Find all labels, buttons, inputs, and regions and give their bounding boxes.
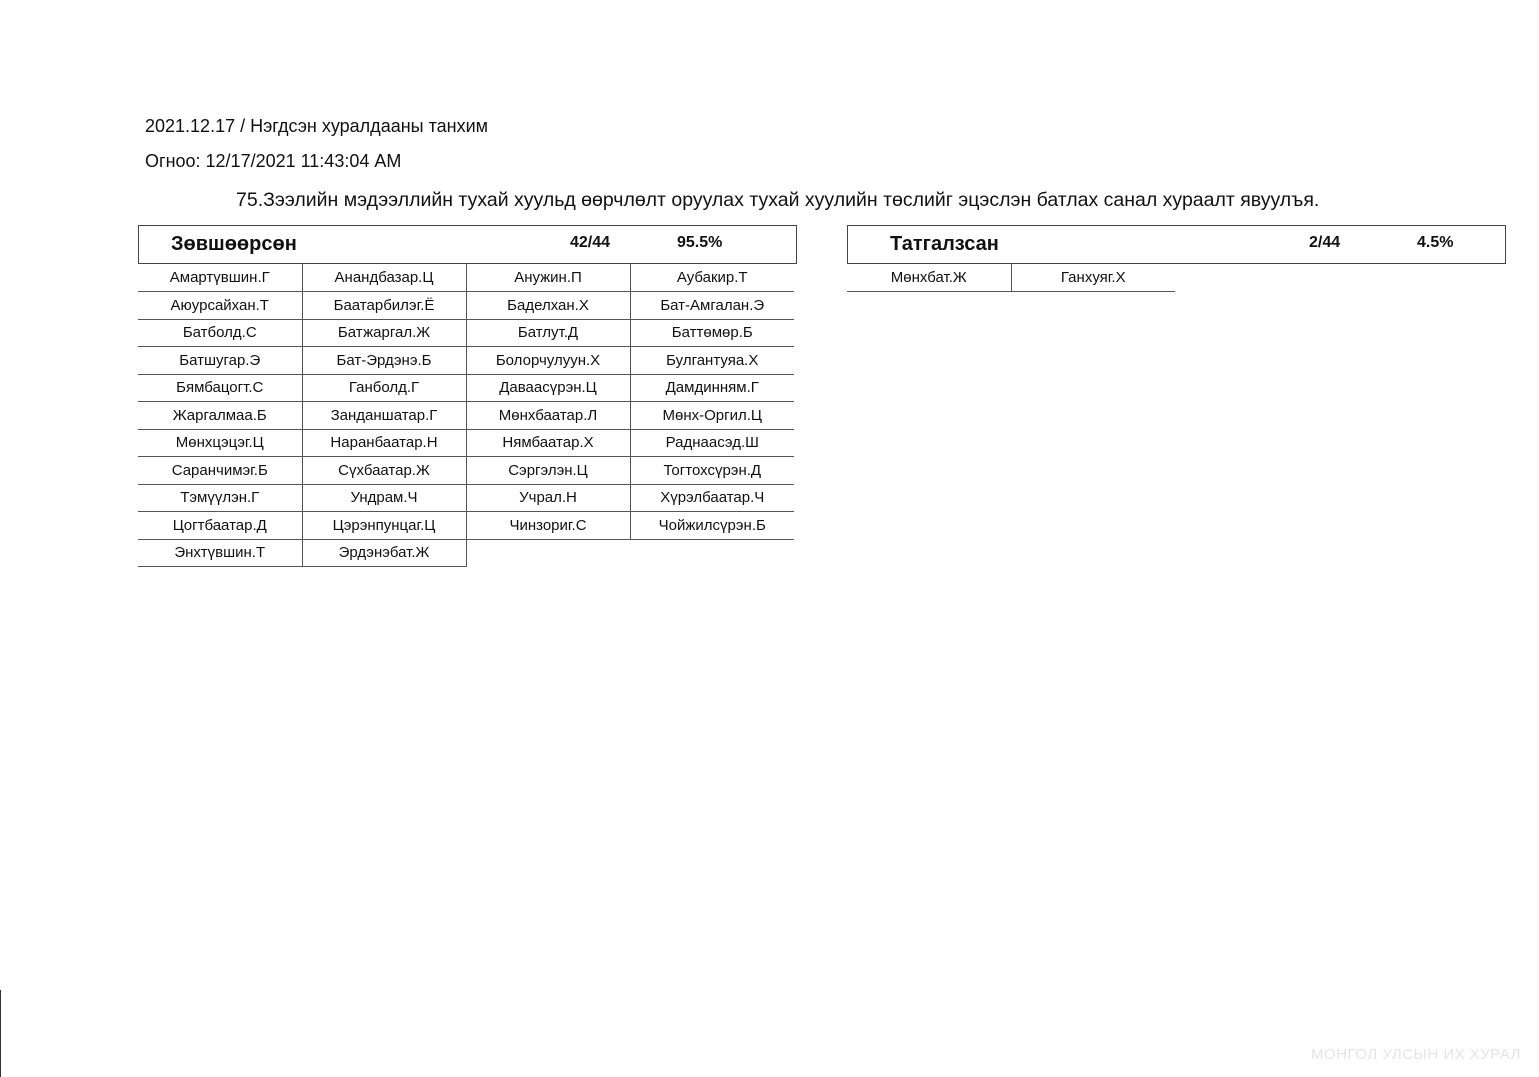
member-name: Мөнхбат.Ж — [847, 264, 1011, 292]
member-name: Батлут.Д — [466, 319, 630, 347]
table-row — [138, 429, 794, 457]
member-name: Хүрэлбаатар.Ч — [630, 484, 794, 512]
member-name: Тогтохсүрэн.Д — [630, 457, 794, 485]
scan-edge-line — [0, 990, 1, 1077]
member-name: Болорчулуун.Х — [466, 347, 630, 375]
table-row — [847, 264, 1175, 292]
member-name: Жаргалмаа.Б — [138, 402, 302, 430]
member-name: Батжаргал.Ж — [302, 319, 466, 347]
approved-count: 42/44 — [570, 234, 611, 251]
member-name: Сүхбаатар.Ж — [302, 457, 466, 485]
approved-title: Зөвшөөрсөн — [171, 233, 297, 255]
member-name: Ганхуяг.Х — [1011, 264, 1175, 292]
member-name: Эрдэнэбат.Ж — [302, 539, 466, 567]
member-name: Чойжилсүрэн.Б — [630, 512, 794, 540]
member-name: Ундрам.Ч — [302, 484, 466, 512]
table-row — [138, 347, 794, 375]
member-name: Чинзориг.С — [466, 512, 630, 540]
session-datetime: Огноо: 12/17/2021 11:43:04 AM — [145, 151, 402, 171]
rejected-names-table — [847, 264, 1175, 292]
member-name: Дамдинням.Г — [630, 374, 794, 402]
member-name: Сэргэлэн.Ц — [466, 457, 630, 485]
watermark: МОНГОЛ УЛСЫН ИХ ХУРАЛ — [1311, 1046, 1521, 1063]
member-name: Наранбаатар.Н — [302, 429, 466, 457]
table-row — [138, 292, 794, 320]
rejected-percent: 4.5% — [1417, 234, 1454, 251]
member-name: Баделхан.Х — [466, 292, 630, 320]
member-name: Мөнхцэцэг.Ц — [138, 429, 302, 457]
member-name: Аубакир.Т — [630, 264, 794, 292]
member-name: Цэрэнпунцаг.Ц — [302, 512, 466, 540]
member-name: Амартүвшин.Г — [138, 264, 302, 292]
member-name — [630, 539, 794, 567]
member-name — [466, 539, 630, 567]
table-row — [138, 264, 794, 292]
member-name: Анандбазар.Ц — [302, 264, 466, 292]
member-name: Бямбацогт.С — [138, 374, 302, 402]
rejected-header — [847, 225, 1506, 264]
member-name: Баттөмөр.Б — [630, 319, 794, 347]
table-row — [138, 402, 794, 430]
member-name: Аюурсайхан.Т — [138, 292, 302, 320]
session-date-location: 2021.12.17 / Нэгдсэн хуралдааны танхим — [145, 116, 489, 136]
table-row — [138, 484, 794, 512]
approved-header — [138, 225, 797, 264]
member-name: Даваасүрэн.Ц — [466, 374, 630, 402]
member-name: Раднаасэд.Ш — [630, 429, 794, 457]
member-name: Баатарбилэг.Ё — [302, 292, 466, 320]
member-name: Нямбаатар.Х — [466, 429, 630, 457]
member-name: Энхтүвшин.Т — [138, 539, 302, 567]
member-name: Учрал.Н — [466, 484, 630, 512]
table-row — [138, 539, 794, 567]
member-name: Саранчимэг.Б — [138, 457, 302, 485]
member-name: Тэмүүлэн.Г — [138, 484, 302, 512]
member-name: Мөнх-Оргил.Ц — [630, 402, 794, 430]
member-name: Анужин.П — [466, 264, 630, 292]
table-row — [138, 374, 794, 402]
approved-names-table — [138, 264, 794, 567]
approved-percent: 95.5% — [677, 234, 723, 251]
member-name: Ганболд.Г — [302, 374, 466, 402]
member-name: Батболд.С — [138, 319, 302, 347]
member-name: Батшугар.Э — [138, 347, 302, 375]
table-row — [138, 457, 794, 485]
member-name: Бат-Эрдэнэ.Б — [302, 347, 466, 375]
member-name: Цогтбаатар.Д — [138, 512, 302, 540]
rejected-count: 2/44 — [1309, 234, 1341, 251]
member-name: Занданшатар.Г — [302, 402, 466, 430]
table-row — [138, 512, 794, 540]
table-row — [138, 319, 794, 347]
agenda-item: 75.Зээлийн мэдээллийн тухай хуульд өөрчлөлт оруулах тухай хуулийн төслийг эцэслэн батлах санал хураалт явуулъя. — [236, 189, 1320, 211]
member-name: Бат-Амгалан.Э — [630, 292, 794, 320]
member-name: Булгантуяа.Х — [630, 347, 794, 375]
member-name: Мөнхбаатар.Л — [466, 402, 630, 430]
rejected-title: Татгалзсан — [890, 233, 999, 255]
